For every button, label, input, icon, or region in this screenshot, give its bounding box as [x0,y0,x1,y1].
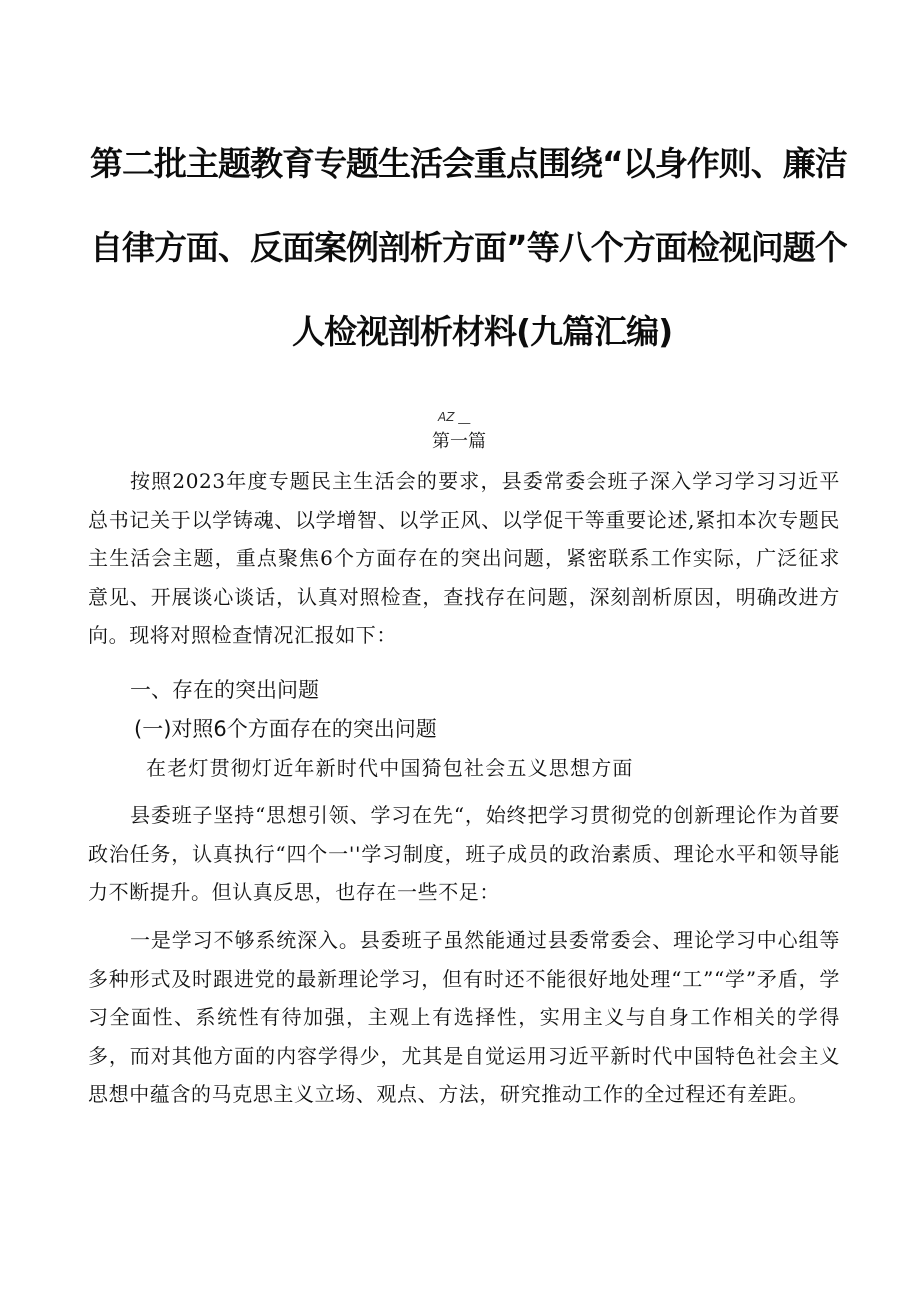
document-title-line-1: 第二批主题教育专题生活会重点围绕“以身作则、廉洁 [90,144,847,183]
body-paragraph-2: 一是学习不够系统深入。县委班子虽然能通过县委常委会、理论学习中心组等多种形式及时跟进党的最新理论学习，但有时还不能很好地处理“工”“学”矛盾，学习全面性、系统性有待加强，主观上有选择性，实用主义与自身工作相关的学得多，而对其他方面的内容学得少，尤其是自觉运用习近平新时代中国特色社会主义思想中蕴含的马克思主义立场、观点、方法，研究推动工作的全过程还有差距。 [88,928,840,1106]
intro-paragraph: 按照2023年度专题民主生活会的要求，县委常委会班子深入学习学习习近平总书记关于以学铸魂、以学增智、以学正风、以学促干等重要论述,紧扣本次专题民主生活会主题，重点聚焦6个方面存在的突出问题，紧密联系工作实际，广泛征求意见、开展谈心谈话，认真对照检查，查找存在问题，深刻剖析原因，明确改进方向。现将对照检查情况汇报如下： [88,469,840,647]
body-paragraph-1: 县委班子坚持“思想引领、学习在先“，始终把学习贯彻党的创新理论作为首要政治任务，认真执行“四个一''学习制度，班子成员的政治素质、理论水平和领导能力不断提升。但认真反思，也存在一些不足： [88,803,840,904]
sub-heading-thought: 在老灯贯彻灯近年新时代中国猗包社会五义思想方面 [146,756,634,780]
document-title-line-2: 自律方面、反面案例剖析方面”等八个方面检视问题个 [90,228,847,267]
document-title-line-3: 人检视剖析材料(九篇汇编) [292,312,673,351]
heading-six-aspects: (一)对照6个方面存在的突出问题 [134,717,437,741]
small-mark: AZ __ [438,410,471,424]
section-title: 第一篇 [432,431,486,452]
heading-existing-problems: 一、存在的突出问题 [130,678,319,702]
